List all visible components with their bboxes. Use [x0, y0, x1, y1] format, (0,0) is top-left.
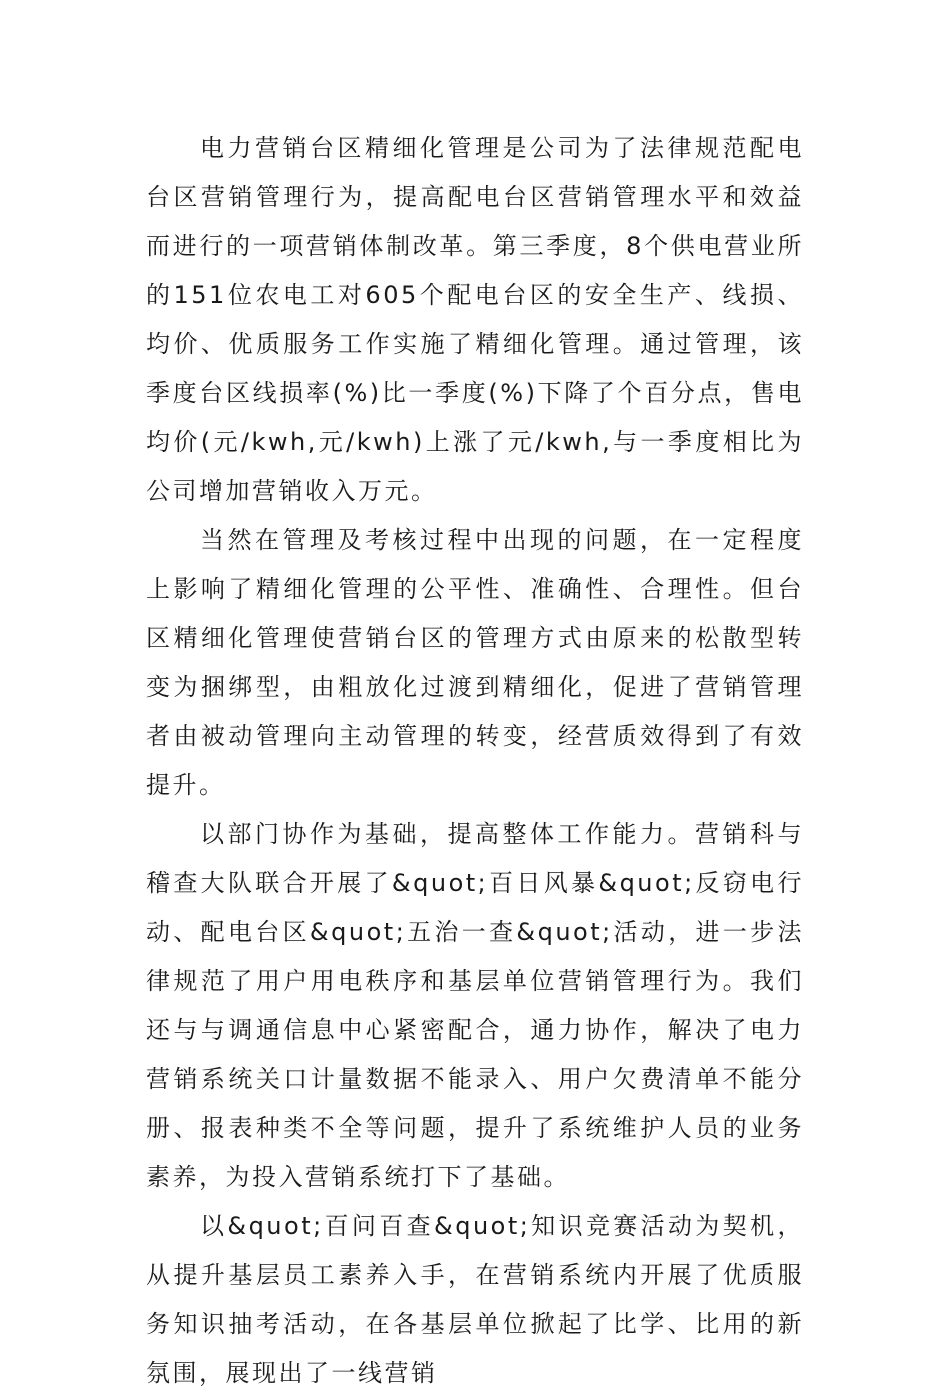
- paragraph-1: 电力营销台区精细化管理是公司为了法律规范配电台区营销管理行为，提高配电台区营销管理水平和效益而进行的一项营销体制改革。第三季度，8个供电营业所的151位农电工对605个配电台区的安全生产、线损、均价、优质服务工作实施了精细化管理。通过管理，该季度台区线损率(%)比一季度(%)下降了个百分点，售电均价(元/kwh,元/kwh)上涨了元/kwh,与一季度相比为公司增加营销收入万元。: [146, 134, 804, 505]
- document-body: [146, 124, 804, 1398]
- paragraph-4: 以&quot;百问百查&quot;知识竞赛活动为契机，从提升基层员工素养入手，在营销系统内开展了优质服务知识抽考活动，在各基层单位掀起了比学、比用的新氛围，展现出了一线营销: [146, 1212, 804, 1387]
- paragraph-2: 当然在管理及考核过程中出现的问题，在一定程度上影响了精细化管理的公平性、准确性、合理性。但台区精细化管理使营销台区的管理方式由原来的松散型转变为捆绑型，由粗放化过渡到精细化，促进了营销管理者由被动管理向主动管理的转变，经营质效得到了有效提升。: [146, 526, 804, 799]
- paragraph-3: 以部门协作为基础，提高整体工作能力。营销科与稽查大队联合开展了&quot;百日风暴&quot;反窃电行动、配电台区&quot;五治一查&quot;活动，进一步法律规范了用户用电秩序和基层单位营销管理行为。我们还与与调通信息中心紧密配合，通力协作，解决了电力营销系统关口计量数据不能录入、用户欠费清单不能分册、报表种类不全等问题，提升了系统维护人员的业务素养，为投入营销系统打下了基础。: [146, 820, 804, 1191]
